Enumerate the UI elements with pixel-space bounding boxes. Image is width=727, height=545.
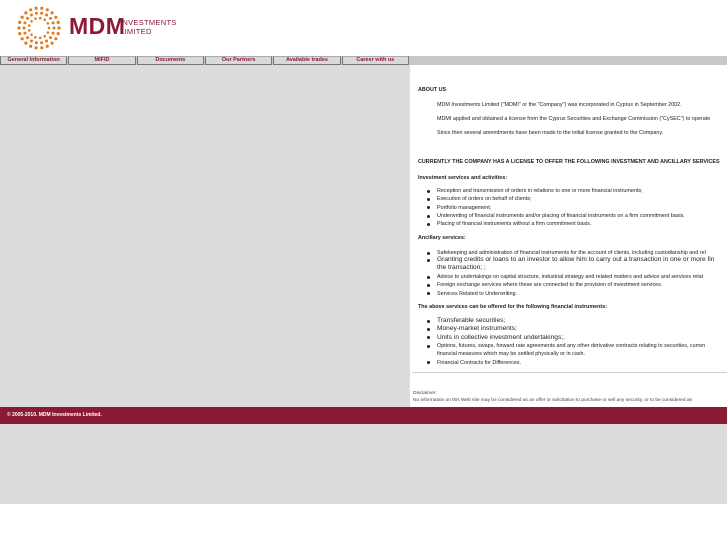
list-item (418, 256, 714, 273)
instruments-list-large (418, 317, 565, 342)
about-heading: ABOUT US (418, 87, 447, 93)
list-item: Foreign exchange services where these are connected to the provision of investment services. (418, 281, 703, 289)
ancillary-services-list-large (418, 256, 714, 273)
brand-subtitle-line2: LIMITED (120, 27, 152, 36)
list-item-line: financial measures which may be settled physically or in cash. (437, 351, 586, 358)
list-item: Portfolio management; (418, 204, 685, 212)
divider (412, 372, 727, 373)
disclaimer-text: No information on this Web site may be considered as an offer or solicitation to purchase or sell any security, or to be considered as (413, 398, 692, 403)
list-item: Safekeeping and administration of financial instruments for the account of clients, including custodianship and rel (418, 249, 706, 257)
nav-filler (410, 56, 727, 65)
disclaimer-label: Disclaimer: (413, 391, 437, 396)
ancillary-services-heading: Ancillary services: (418, 235, 466, 241)
brand-subtitle (120, 18, 177, 36)
site-header (0, 0, 727, 56)
nav-documents[interactable]: Documents (137, 56, 204, 65)
main-content (410, 65, 727, 407)
list-item: Transferable securities; (418, 317, 565, 325)
copyright-text: © 2005-2010. MDM Investments Limited. (7, 412, 102, 418)
investment-services-heading: Investment services and activities: (418, 175, 507, 181)
license-heading: CURRENTLY THE COMPANY HAS A LICENSE TO OFFER THE FOLLOWING INVESTMENT AND ANCILLARY SERVICES (418, 159, 720, 165)
list-item: Services Related to Underwriting. (418, 290, 703, 298)
list-item-line: the transaction; ; (437, 264, 486, 272)
about-paragraph-2: MDMI applied and obtained a license from the Cyprus Securities and Exchange Commission ("CySEC") to operate (437, 116, 711, 122)
nav-mifid[interactable]: MIFID (68, 56, 135, 65)
brand-subtitle-line1: INVESTMENTS (120, 18, 177, 27)
nav-our-partners[interactable]: Our Partners (205, 56, 272, 65)
list-item: Execution of orders on behalf of clients; (418, 195, 685, 203)
brand-name[interactable]: MDM (69, 13, 126, 39)
list-item (418, 342, 705, 359)
nav-available-trades[interactable]: Available trades (273, 56, 340, 65)
list-item: Placing of financial instruments without a firm commitment basis. (418, 220, 685, 228)
instruments-heading: The above services can be offered for the following financial instruments: (418, 304, 608, 310)
left-panel (0, 65, 410, 407)
ancillary-services-list-rest (418, 273, 703, 298)
list-item-line: Granting credits or loans to an investor to allow him to carry out a transaction in one or more fin (437, 256, 715, 263)
about-paragraph-3: Since then several amendments have been made to the initial license granted to the Company. (437, 130, 664, 136)
list-item: Advice to undertakings on capital structure, industrial strategy and related matters and advice and services relat (418, 273, 703, 281)
investment-services-list (418, 187, 685, 228)
about-paragraph-1: MDM Investments Limited ("MDMI" or the "Company") was incorporated in Cyprus in September 2002. (437, 102, 682, 108)
bottom-panel (0, 424, 727, 504)
list-item: Financial Contracts for Differences. (418, 359, 705, 367)
site-footer (0, 407, 727, 424)
nav-general-information[interactable]: General Information (0, 56, 67, 65)
list-item-line: Options, futures, swaps, forward rate agreements and any other derivative contracts relating to securities, curren (437, 343, 706, 349)
sunburst-dots-icon (16, 5, 62, 51)
list-item: Underwriting of financial instruments and/or placing of financial instruments on a firm commitment basis. (418, 212, 685, 220)
list-item: Reception and transmission of orders in relations to one or more financial instruments; (418, 187, 685, 195)
instruments-list (418, 342, 705, 367)
list-item: Units in collective investment undertakings;. (418, 334, 565, 342)
main-nav (0, 56, 410, 65)
nav-career-with-us[interactable]: Career with us (342, 56, 409, 65)
list-item: Money-market instruments; (418, 325, 565, 333)
